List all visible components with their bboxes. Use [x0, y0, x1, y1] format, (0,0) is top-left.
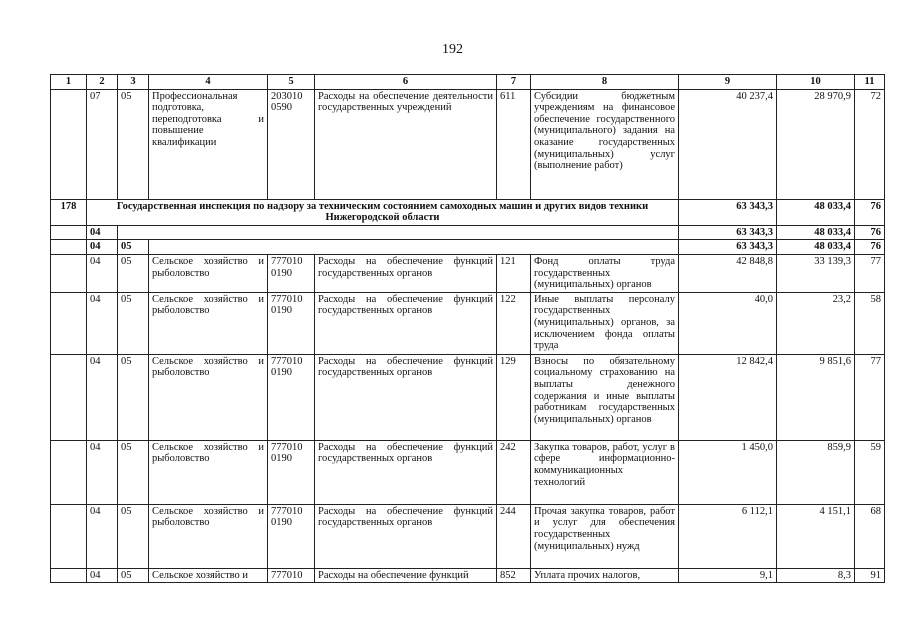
table-row [51, 568, 885, 583]
empty-cell [118, 225, 679, 240]
empty-cell [51, 292, 87, 354]
expense-name-cell: Уплата прочих налогов, [531, 568, 679, 583]
section-code-cell: 04 [87, 240, 118, 255]
expense-name-cell: Взносы по обязательному социальному страхованию на выплаты денежного содержания и иные выплаты работникам государственных (муниципальных) органов [531, 354, 679, 440]
expense-name-cell: Субсидии бюджетным учреждениям на финансовое обеспечение государственного (муниципального) задания на оказание государственных (муниципальных) услуг (выполнение работ) [531, 89, 679, 199]
section-name-cell: Сельское хозяйство и рыболовство [149, 292, 268, 354]
table-row [51, 354, 885, 440]
expense-type-cell: 611 [497, 89, 531, 199]
expense-type-cell: 852 [497, 568, 531, 583]
section-name-cell: Сельское хозяйство и рыболовство [149, 354, 268, 440]
subsection-code-cell: 05 [118, 440, 149, 504]
amount-planned-cell: 1 450,0 [679, 440, 777, 504]
amount-planned-cell: 40 237,4 [679, 89, 777, 199]
amount-actual-cell: 9 851,6 [777, 354, 855, 440]
section-code-cell: 04 [87, 292, 118, 354]
table-row [51, 292, 885, 354]
section-code-cell: 04 [87, 254, 118, 292]
expense-name-cell: Прочая закупка товаров, работ и услуг для обеспечения государственных (муниципальных) нужд [531, 504, 679, 568]
expense-type-cell: 121 [497, 254, 531, 292]
section-code-cell: 04 [87, 354, 118, 440]
subsection-code-cell: 05 [118, 240, 149, 255]
header-cell: 8 [531, 75, 679, 90]
amount-actual-cell: 8,3 [777, 568, 855, 583]
target-article-cell: 203010 0590 [268, 89, 315, 199]
page-number: 192 [442, 42, 463, 57]
amount-actual-cell: 48 033,4 [777, 199, 855, 225]
target-article-cell: 777010 [268, 568, 315, 583]
subsection-code-cell: 05 [118, 504, 149, 568]
expense-name-cell: Закупка товаров, работ, услуг в сфере информационно-коммуникационных технологий [531, 440, 679, 504]
percent-cell: 76 [855, 240, 885, 255]
section-name-cell: Профессиональная подготовка, переподготовка и повышение квалификации [149, 89, 268, 199]
empty-cell [51, 225, 87, 240]
percent-cell: 77 [855, 254, 885, 292]
empty-cell [51, 254, 87, 292]
section-code-cell: 04 [87, 504, 118, 568]
target-article-cell: 777010 0190 [268, 504, 315, 568]
amount-actual-cell: 4 151,1 [777, 504, 855, 568]
amount-actual-cell: 23,2 [777, 292, 855, 354]
budget-table [50, 74, 885, 583]
header-cell: 11 [855, 75, 885, 90]
article-name-cell: Расходы на обеспечение деятельности государственных учреждений [315, 89, 497, 199]
section-code-cell: 04 [87, 225, 118, 240]
percent-cell: 72 [855, 89, 885, 199]
amount-actual-cell: 28 970,9 [777, 89, 855, 199]
article-name-cell: Расходы на обеспечение функций [315, 568, 497, 583]
amount-actual-cell: 859,9 [777, 440, 855, 504]
header-cell: 2 [87, 75, 118, 90]
header-row [51, 75, 885, 90]
section-name-cell: Сельское хозяйство и рыболовство [149, 504, 268, 568]
section-name-cell: Сельское хозяйство и рыболовство [149, 254, 268, 292]
article-name-cell: Расходы на обеспечение функций государственных органов [315, 254, 497, 292]
expense-name-cell: Фонд оплаты труда государственных (муниципальных) органов [531, 254, 679, 292]
target-article-cell: 777010 0190 [268, 254, 315, 292]
expense-type-cell: 122 [497, 292, 531, 354]
article-name-cell: Расходы на обеспечение функций государственных органов [315, 354, 497, 440]
article-name-cell: Расходы на обеспечение функций государственных органов [315, 504, 497, 568]
section-row [51, 225, 885, 240]
amount-actual-cell: 48 033,4 [777, 225, 855, 240]
amount-planned-cell: 42 848,8 [679, 254, 777, 292]
amount-actual-cell: 33 139,3 [777, 254, 855, 292]
header-cell: 5 [268, 75, 315, 90]
section-name-cell: Сельское хозяйство и рыболовство [149, 440, 268, 504]
table-row [51, 89, 885, 199]
table-row [51, 440, 885, 504]
empty-cell [149, 240, 679, 255]
amount-planned-cell: 12 842,4 [679, 354, 777, 440]
empty-cell [51, 354, 87, 440]
org-code-cell: 178 [51, 199, 87, 225]
expense-type-cell: 244 [497, 504, 531, 568]
table-body [51, 75, 885, 583]
amount-planned-cell: 63 343,3 [679, 240, 777, 255]
amount-planned-cell: 9,1 [679, 568, 777, 583]
section-name-cell: Сельское хозяйство и [149, 568, 268, 583]
subsection-code-cell: 05 [118, 292, 149, 354]
header-cell: 6 [315, 75, 497, 90]
target-article-cell: 777010 0190 [268, 292, 315, 354]
header-cell: 10 [777, 75, 855, 90]
org-title-cell: Государственная инспекция по надзору за техническим состоянием самоходных машин и других видов техники Нижегородской области [87, 199, 679, 225]
percent-cell: 91 [855, 568, 885, 583]
subsection-row [51, 240, 885, 255]
table-row [51, 254, 885, 292]
expense-type-cell: 242 [497, 440, 531, 504]
article-name-cell: Расходы на обеспечение функций государственных органов [315, 292, 497, 354]
header-cell: 9 [679, 75, 777, 90]
empty-cell [51, 240, 87, 255]
org-row [51, 199, 885, 225]
empty-cell [51, 504, 87, 568]
header-cell: 1 [51, 75, 87, 90]
subsection-code-cell: 05 [118, 354, 149, 440]
empty-cell [51, 89, 87, 199]
amount-planned-cell: 63 343,3 [679, 225, 777, 240]
amount-actual-cell: 48 033,4 [777, 240, 855, 255]
section-code-cell: 04 [87, 440, 118, 504]
amount-planned-cell: 40,0 [679, 292, 777, 354]
subsection-code-cell: 05 [118, 254, 149, 292]
empty-cell [51, 440, 87, 504]
percent-cell: 58 [855, 292, 885, 354]
header-cell: 7 [497, 75, 531, 90]
target-article-cell: 777010 0190 [268, 354, 315, 440]
expense-name-cell: Иные выплаты персоналу государственных (муниципальных) органов, за исключением фонда оплаты труда [531, 292, 679, 354]
expense-type-cell: 129 [497, 354, 531, 440]
header-cell: 3 [118, 75, 149, 90]
target-article-cell: 777010 0190 [268, 440, 315, 504]
article-name-cell: Расходы на обеспечение функций государственных органов [315, 440, 497, 504]
subsection-code-cell: 05 [118, 89, 149, 199]
header-cell: 4 [149, 75, 268, 90]
table-row [51, 504, 885, 568]
amount-planned-cell: 63 343,3 [679, 199, 777, 225]
amount-planned-cell: 6 112,1 [679, 504, 777, 568]
percent-cell: 68 [855, 504, 885, 568]
subsection-code-cell: 05 [118, 568, 149, 583]
section-code-cell: 04 [87, 568, 118, 583]
percent-cell: 76 [855, 225, 885, 240]
empty-cell [51, 568, 87, 583]
percent-cell: 59 [855, 440, 885, 504]
percent-cell: 76 [855, 199, 885, 225]
section-code-cell: 07 [87, 89, 118, 199]
percent-cell: 77 [855, 354, 885, 440]
